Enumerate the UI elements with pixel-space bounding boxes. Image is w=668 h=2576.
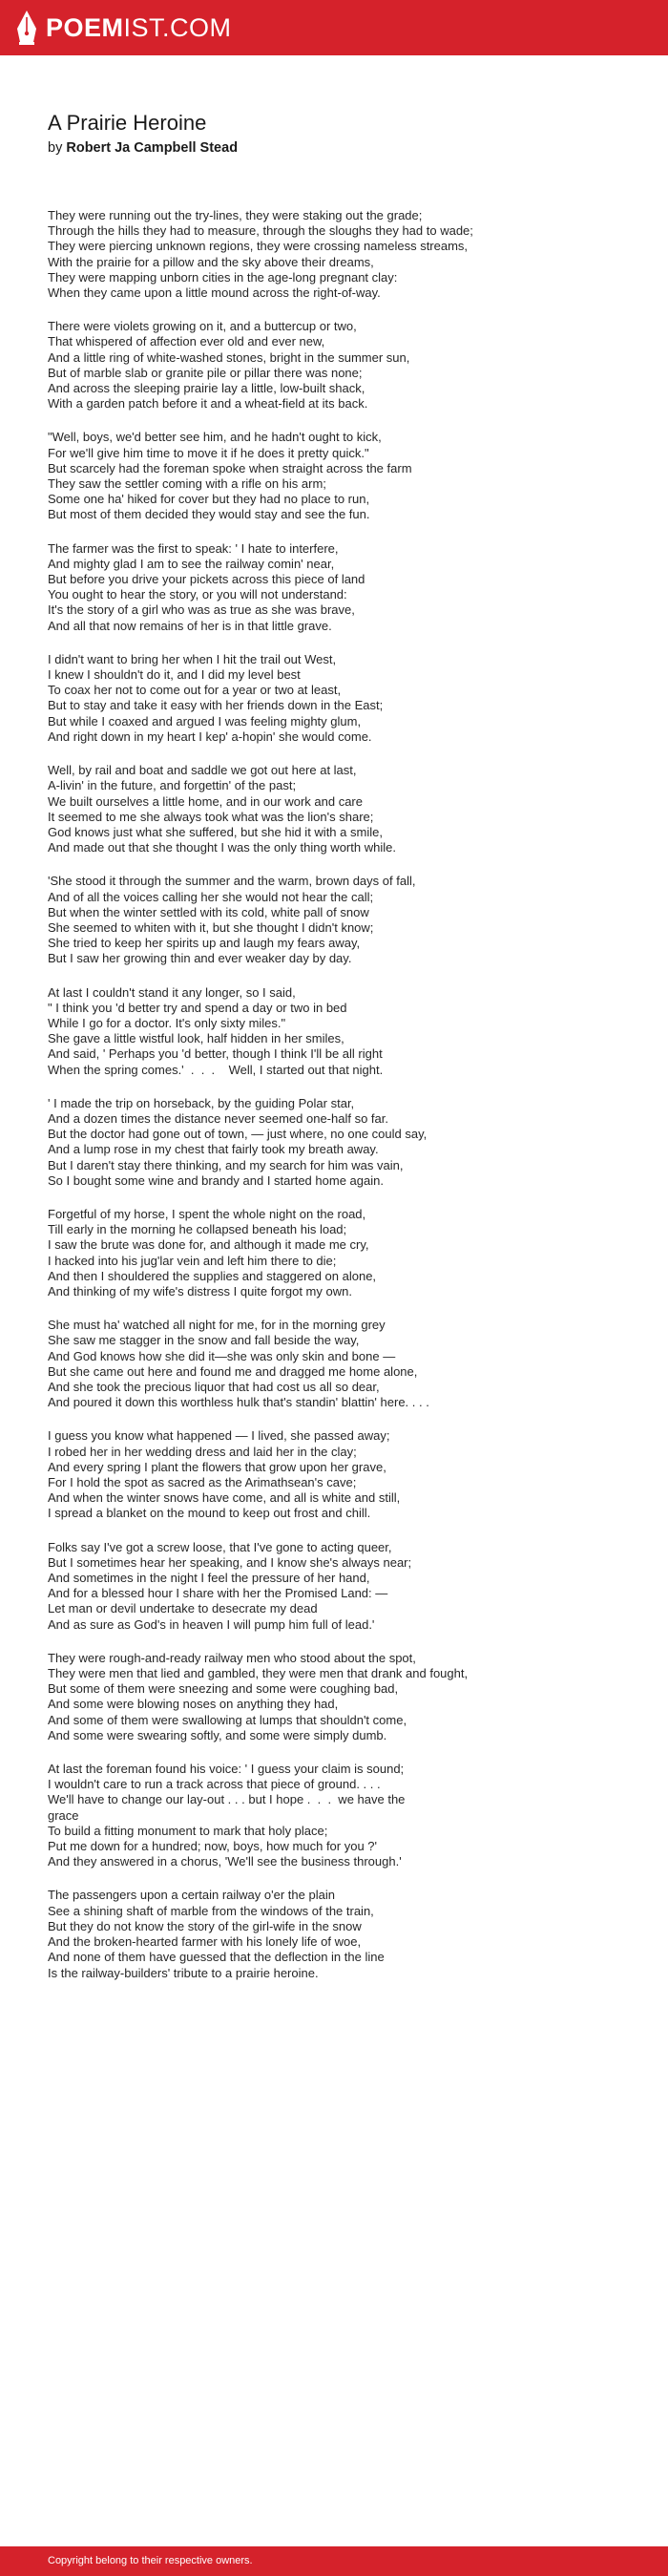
poem-line: And right down in my heart I kep' a-hopin' she would come.	[48, 728, 372, 744]
poem-line: Through the hills they had to measure, through the sloughs they had to wade;	[48, 223, 473, 239]
poem-line: The passengers upon a certain railway o'er the plain	[48, 1888, 335, 1903]
poem-line: And sometimes in the night I feel the pressure of her hand,	[48, 1571, 370, 1586]
poem-line: With the prairie for a pillow and the sky above their dreams,	[48, 254, 374, 269]
poem-line: It's the story of a girl who was as true as she was brave,	[48, 602, 355, 618]
poem-line: And mighty glad I am to see the railway comin' near,	[48, 556, 335, 571]
poem-line: I guess you know what happened — I lived, she passed away;	[48, 1428, 390, 1444]
poem-header	[48, 110, 639, 158]
poem-line: She gave a little wistful look, half hidden in her smiles,	[48, 1031, 344, 1046]
poem-line: We'll have to change our lay-out . . . but I hope . . . we have the	[48, 1792, 406, 1807]
poem-line: And across the sleeping prairie lay a little, low-built shack,	[48, 381, 365, 396]
poem-line: She tried to keep her spirits up and laugh my fears away,	[48, 936, 361, 951]
stanza	[48, 1651, 639, 1743]
poem-line: And a lump rose in my chest that fairly took my breath away.	[48, 1142, 379, 1157]
poem-line: When they came upon a little mound across the right-of-way.	[48, 285, 381, 301]
poem-line: And then I shouldered the supplies and staggered on alone,	[48, 1268, 377, 1283]
poem-line: I didn't want to bring her when I hit the trail out West,	[48, 651, 337, 666]
poem-line: Folks say I've got a screw loose, that I've gone to acting queer,	[48, 1539, 392, 1554]
byline	[48, 138, 639, 158]
author-link[interactable]: Robert Ja Campbell Stead	[66, 140, 239, 156]
poem-line: At last I couldn't stand it any longer, so I said,	[48, 984, 296, 1000]
poem-line: Let man or devil undertake to desecrate my dead	[48, 1601, 318, 1616]
poem-line: ' I made the trip on horseback, by the guiding Polar star,	[48, 1095, 355, 1110]
logo-text-light: IST.COM	[123, 13, 232, 42]
poem-line: But most of them decided they would stay and see the fun.	[48, 507, 370, 522]
poem-line: At last the foreman found his voice: ' I guess your claim is sound;	[48, 1762, 405, 1777]
poem-body	[48, 208, 639, 1999]
stanza	[48, 652, 639, 745]
poem-line: We built ourselves a little home, and in our work and care	[48, 793, 363, 809]
poem-line: Till early in the morning he collapsed beneath his load;	[48, 1222, 347, 1237]
poem-line: But before you drive your pickets across this piece of land	[48, 572, 365, 587]
poem-line: With a garden patch before it and a wheat-field at its back.	[48, 396, 368, 412]
site-logo-text	[46, 10, 232, 46]
poem-line: Well, by rail and boat and saddle we got out here at last,	[48, 763, 357, 778]
stanza	[48, 1888, 639, 1980]
poem-line: That whispered of affection ever old and ever new,	[48, 334, 325, 349]
stanza	[48, 1428, 639, 1521]
poem-line: You ought to hear the story, or you will not understand:	[48, 587, 347, 602]
poem-line: She saw me stagger in the snow and fall beside the way,	[48, 1333, 360, 1348]
poem-line: There were violets growing on it, and a buttercup or two,	[48, 319, 357, 334]
poem-line: I wouldn't care to run a track across that piece of ground. . . .	[48, 1777, 381, 1792]
stanza	[48, 874, 639, 966]
poem-line: And said, ' Perhaps you 'd better, though I think I'll be all right	[48, 1046, 383, 1062]
poem-line: To build a fitting monument to mark that holy place;	[48, 1823, 328, 1838]
poem-line: She must ha' watched all night for me, for in the morning grey	[48, 1318, 386, 1333]
poem-line: See a shining shaft of marble from the windows of the train,	[48, 1903, 374, 1918]
poem-line: And a dozen times the distance never seemed one-half so far.	[48, 1110, 388, 1126]
poem-line: They were running out the try-lines, they were staking out the grade;	[48, 208, 423, 222]
poem-line: I knew I shouldn't do it, and I did my level best	[48, 667, 301, 683]
poem-line: They were men that lied and gambled, they were men that drank and fought,	[48, 1666, 469, 1681]
poem-line: But when the winter settled with its cold, white pall of snow	[48, 904, 369, 919]
footer-copyright: Copyright belong to their respective owners.	[48, 2555, 253, 2566]
poem-line: And for a blessed hour I share with her the Promised Land: —	[48, 1586, 388, 1601]
poem-line: But I sometimes hear her speaking, and I know she's always near;	[48, 1554, 412, 1570]
poem-line: And every spring I plant the flowers that grow upon her grave,	[48, 1459, 386, 1474]
poem-line: Forgetful of my horse, I spent the whole night on the road,	[48, 1206, 366, 1221]
poem-line: For we'll give him time to move it if he does it pretty quick."	[48, 445, 369, 460]
stanza	[48, 208, 639, 301]
poem-title: A Prairie Heroine	[48, 111, 207, 135]
poem-line: They saw the settler coming with a rifle on his arm;	[48, 476, 326, 492]
poem-line: So I bought some wine and brandy and I started home again.	[48, 1172, 384, 1188]
poem-line: They were piercing unknown regions, they were crossing nameless streams,	[48, 239, 469, 254]
byline-prefix: by	[48, 140, 63, 156]
poem-line: But I daren't stay there thinking, and my search for him was vain,	[48, 1157, 404, 1172]
poem-line: But they do not know the story of the girl-wife in the snow	[48, 1918, 362, 1933]
stanza	[48, 1207, 639, 1299]
stanza	[48, 763, 639, 855]
poem-line: But of marble slab or granite pile or pillar there was none;	[48, 365, 363, 380]
poem-line: They were mapping unborn cities in the age-long pregnant clay:	[48, 269, 398, 285]
poem-line: And when the winter snows have come, and all is white and still,	[48, 1490, 401, 1506]
poem-line: And poured it down this worthless hulk that's standin' blattin' here. . . .	[48, 1395, 429, 1410]
poem-line: And some were blowing noses on anything they had,	[48, 1697, 339, 1712]
poem-line: And none of them have guessed that the deflection in the line	[48, 1950, 385, 1965]
poem-line: I spread a blanket on the mound to keep out frost and chill.	[48, 1506, 371, 1521]
stanza	[48, 1318, 639, 1410]
poem-line: She seemed to whiten with it, but she thought I didn't know;	[48, 919, 374, 935]
stanza	[48, 430, 639, 522]
poem-line: I saw the brute was done for, and although it made me cry,	[48, 1237, 369, 1253]
poem-line: A-livin' in the future, and forgettin' of the past;	[48, 778, 297, 793]
poem-line: 'She stood it through the summer and the warm, brown days of fall,	[48, 874, 416, 889]
poem-line: And the broken-hearted farmer with his lonely life of woe,	[48, 1934, 362, 1950]
poem-line: And some of them were swallowing at lumps that shouldn't come,	[48, 1712, 407, 1727]
poem-line: And some were swearing softly, and some were simply dumb.	[48, 1727, 387, 1742]
poem-line: While I go for a doctor. It's only sixty miles."	[48, 1015, 286, 1030]
stanza	[48, 541, 639, 634]
poem-line: And all that now remains of her is in that little grave.	[48, 618, 332, 633]
poem-line: But to stay and take it easy with her friends down in the East;	[48, 698, 384, 713]
stanza	[48, 1096, 639, 1189]
poem-line: And they answered in a chorus, 'We'll see the business through.'	[48, 1854, 402, 1869]
poem-line: And God knows how she did it—she was only skin and bone —	[48, 1348, 396, 1363]
stanza	[48, 319, 639, 412]
poem-line: Put me down for a hundred; now, boys, how much for you ?'	[48, 1839, 378, 1854]
header-bar	[0, 0, 668, 55]
site-logo-link[interactable]	[15, 10, 232, 46]
poem-line: Some one ha' hiked for cover but they had no place to run,	[48, 492, 370, 507]
poem-line: "Well, boys, we'd better see him, and he hadn't ought to kick,	[48, 430, 382, 445]
poem-line: For I hold the spot as sacred as the Arimathsean's cave;	[48, 1475, 357, 1490]
logo-text-strong: POEM	[46, 13, 124, 42]
poem-line: And made out that she thought I was the only thing worth while.	[48, 840, 396, 855]
poem-line: They were rough-and-ready railway men who stood about the spot,	[48, 1650, 416, 1665]
poem-line: To coax her not to come out for a year or two at least,	[48, 683, 342, 698]
poem-line: And as sure as God's in heaven I will pump him full of lead.'	[48, 1616, 375, 1632]
poem-line: But scarcely had the foreman spoke when straight across the farm	[48, 460, 412, 475]
footer-bar	[0, 2546, 668, 2576]
stanza	[48, 1540, 639, 1633]
stanza	[48, 1762, 639, 1869]
poem-line: I robed her in her wedding dress and laid her in the clay;	[48, 1444, 357, 1459]
fountain-pen-nib-icon	[15, 10, 38, 46]
poem-line: But some of them were sneezing and some were coughing bad,	[48, 1681, 399, 1697]
poem-line: Is the railway-builders' tribute to a prairie heroine.	[48, 1965, 319, 1980]
poem-line: And of all the voices calling her she would not hear the call;	[48, 889, 374, 904]
poem-line: " I think you 'd better try and spend a day or two in bed	[48, 1000, 347, 1015]
stanza	[48, 985, 639, 1078]
poem-line: It seemed to me she always took what was the lion's share;	[48, 809, 374, 824]
poem-line: grace	[48, 1807, 79, 1823]
poem-line: God knows just what she suffered, but she hid it with a smile,	[48, 824, 383, 839]
poem-line: But the doctor had gone out of town, — just where, no one could say,	[48, 1127, 428, 1142]
poem-line: I hacked into his jug'lar vein and left him there to die;	[48, 1253, 337, 1268]
poem-line: And thinking of my wife's distress I quite forgot my own.	[48, 1283, 352, 1299]
poem-line: But I saw her growing thin and ever weaker day by day.	[48, 951, 352, 966]
poem-line: The farmer was the first to speak: ' I hate to interfere,	[48, 540, 339, 556]
poem-line: But while I coaxed and argued I was feeling mighty glum,	[48, 713, 362, 728]
poem-line: And she took the precious liquor that had cost us all so dear,	[48, 1380, 380, 1394]
poem-line: And a little ring of white-washed stones, bright in the summer sun,	[48, 349, 410, 365]
poem-line: When the spring comes.' . . . Well, I started out that night.	[48, 1062, 384, 1077]
poem-line: But she came out here and found me and dragged me home alone,	[48, 1363, 418, 1379]
